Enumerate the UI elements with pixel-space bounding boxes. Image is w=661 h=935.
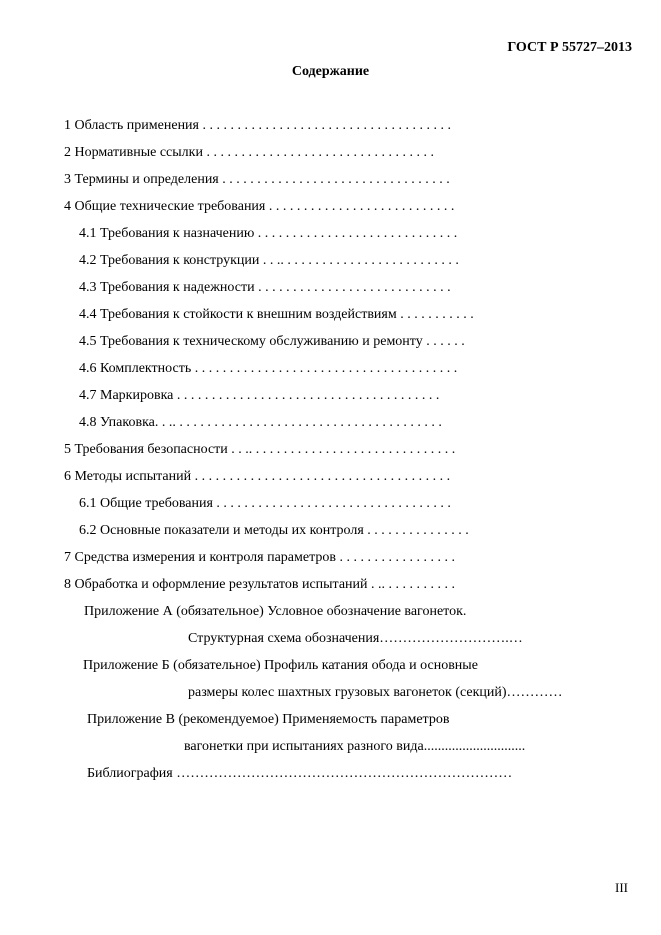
standard-code: ГОСТ Р 55727–2013 <box>507 40 632 55</box>
toc-entry-2[interactable]: 2 Нормативные ссылки . . . . . . . . . . . . . . . . . . . . . . . . . . . . . . . . . <box>64 145 434 160</box>
toc-entry-4[interactable]: 4 Общие технические требования . . . . . . . . . . . . . . . . . . . . . . . . . . . <box>64 199 455 214</box>
toc-entry-4-2[interactable]: 4.2 Требования к конструкции . . .. . . . . . . . . . . . . . . . . . . . . . . . . . <box>79 253 459 268</box>
toc-entry-7[interactable]: 7 Средства измерения и контроля параметров . . . . . . . . . . . . . . . . . <box>64 550 455 565</box>
toc-entry-appendix-c[interactable]: Приложение В (рекомендуемое) Применяемость параметров <box>87 712 450 727</box>
toc-entry-4-5[interactable]: 4.5 Требования к техническому обслуживанию и ремонту . . . . . . <box>79 334 465 349</box>
toc-entry-appendix-b-cont[interactable]: размеры колес шахтных грузовых вагонеток (секций)………… <box>188 685 563 700</box>
toc-entry-6-1[interactable]: 6.1 Общие требования . . . . . . . . . . . . . . . . . . . . . . . . . . . . . . . . . . <box>79 496 451 511</box>
toc-entry-4-7[interactable]: 4.7 Маркировка . . . . . . . . . . . . . . . . . . . . . . . . . . . . . . . . . . . . . . <box>79 388 440 403</box>
toc-entry-4-6[interactable]: 4.6 Комплектность . . . . . . . . . . . . . . . . . . . . . . . . . . . . . . . . . . . . . . <box>79 361 458 376</box>
page-title: Содержание <box>291 64 370 79</box>
toc-entry-1[interactable]: 1 Область применения . . . . . . . . . . . . . . . . . . . . . . . . . . . . . . . . . . . . <box>64 118 451 133</box>
toc-entry-4-8[interactable]: 4.8 Упаковка. . .. . . . . . . . . . . . . . . . . . . . . . . . . . . . . . . . . . . . . . . <box>79 415 442 430</box>
toc-entry-appendix-c-cont[interactable]: вагонетки при испытаниях разного вида............................. <box>184 739 526 754</box>
toc-entry-6-2[interactable]: 6.2 Основные показатели и методы их контроля . . . . . . . . . . . . . . . <box>79 523 469 538</box>
toc-entry-bibliography[interactable]: Библиография ……………………………………………………………… <box>87 766 513 781</box>
toc-entry-appendix-a-cont[interactable]: Структурная схема обозначения……………………….… <box>188 631 523 646</box>
toc-entry-appendix-b[interactable]: Приложение Б (обязательное) Профиль катания обода и основные <box>83 658 478 673</box>
toc-entry-4-4[interactable]: 4.4 Требования к стойкости к внешним воздействиям . . . . . . . . . . . <box>79 307 474 322</box>
toc-entry-8[interactable]: 8 Обработка и оформление результатов испытаний . .. . . . . . . . . . . <box>64 577 456 592</box>
page-number: III <box>615 880 628 895</box>
toc-entry-3[interactable]: 3 Термины и определения . . . . . . . . . . . . . . . . . . . . . . . . . . . . . . . . . <box>64 172 450 187</box>
toc-entry-appendix-a[interactable]: Приложение А (обязательное) Условное обозначение вагонеток. <box>84 604 467 619</box>
toc-entry-6[interactable]: 6 Методы испытаний . . . . . . . . . . . . . . . . . . . . . . . . . . . . . . . . . . . . . <box>64 469 451 484</box>
toc-entry-4-1[interactable]: 4.1 Требования к назначению . . . . . . . . . . . . . . . . . . . . . . . . . . . . . <box>79 226 458 241</box>
toc-entry-4-3[interactable]: 4.3 Требования к надежности . . . . . . . . . . . . . . . . . . . . . . . . . . . . <box>79 280 451 295</box>
toc-entry-5[interactable]: 5 Требования безопасности . . .. . . . . . . . . . . . . . . . . . . . . . . . . . . . . . <box>64 442 456 457</box>
